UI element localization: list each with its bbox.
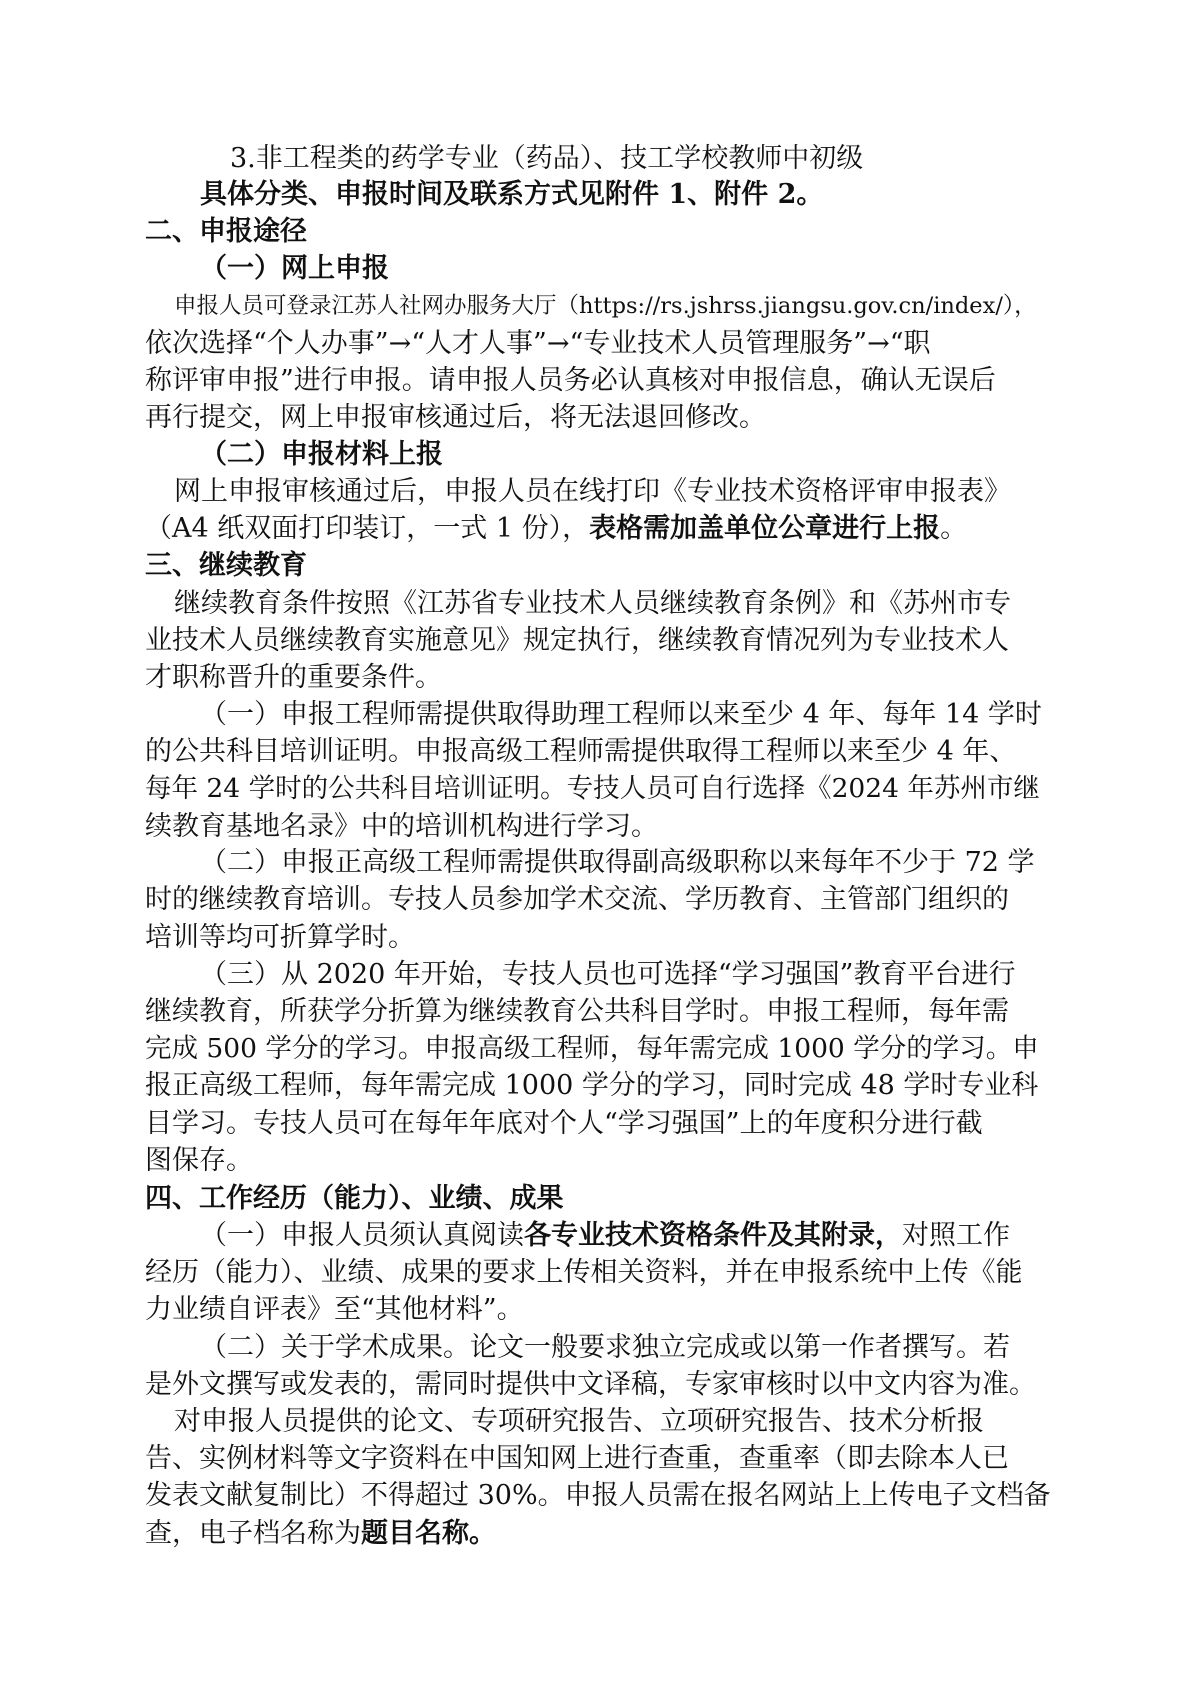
text-line [174,473,1055,510]
text-line [145,1067,1055,1104]
text-segment: （A4 纸双面打印装订，一式 1 份）， [145,513,590,544]
text-segment: （一）申报工程师需提供取得助理工程师以来至少 4 年、每年 14 学时 [200,699,1042,730]
text-line [145,1366,1055,1403]
text-line [174,585,1055,622]
text-segment: 续教育基地名录》中的培训机构进行学习。 [145,811,658,842]
text-line [145,547,1055,584]
text-line [145,622,1055,659]
text-segment: 目学习。专技人员可在每年年底对个人“学习强国”上的年度积分进行截 [145,1108,983,1139]
text-line [200,1217,1055,1254]
text-segment: 报正高级工程师，每年需完成 1000 学分的学习，同时完成 48 学时专业科 [145,1070,1039,1101]
text-line [200,1329,1055,1366]
text-segment: 才职称晋升的重要条件。 [145,662,442,693]
bold-text: （一）网上申报 [200,253,389,284]
text-segment: 完成 500 学分的学习。申报高级工程师，每年需完成 1000 学分的学习。申 [145,1033,1039,1064]
text-line [145,399,1055,436]
text-segment: 3.非工程类的药学专业（药品）、技工学校教师中初级 [230,143,864,174]
text-line [145,1180,1055,1217]
bold-text: 题目名称 [361,1518,469,1549]
text-segment: （三）从 2020 年开始，专技人员也可选择“学习强国”教育平台进行 [200,959,1016,990]
text-segment: 对照工作 [902,1220,1010,1251]
text-segment: 力业绩自评表》至“其他材料”。 [145,1294,524,1325]
text-segment: 的公共科目培训证明。申报高级工程师需提供取得工程师以来至少 4 年、 [145,736,1017,767]
text-segment: 业技术人员继续教育实施意见》规定执行，继续教育情况列为专业技术人 [145,625,1009,656]
text-line [200,436,1055,473]
text-line [145,659,1055,696]
text-line [145,1440,1055,1477]
text-segment: 查，电子档名称为 [145,1518,361,1549]
text-segment: 称评审申报”进行申报。请申报人员务必认真核对申报信息，确认无误后 [145,365,996,396]
bold-text: 各专业技术资格条件及其附录， [524,1220,902,1251]
text-segment: 再行提交，网上申报审核通过后，将无法退回修改。 [145,402,766,433]
text-line [145,325,1055,362]
text-line [145,1254,1055,1291]
bold-text: 具体分类、申报时间及联系方式见附件 1、附件 2。 [200,179,824,210]
bold-text: 。 [469,1518,496,1549]
text-line [145,213,1055,250]
text-line [145,881,1055,918]
text-line [145,1105,1055,1142]
text-line [145,808,1055,845]
text-line [145,1515,1055,1552]
text-segment: （二）关于学术成果。论文一般要求独立完成或以第一作者撰写。若 [200,1332,1010,1363]
text-line [200,176,1055,213]
text-segment: （一）申报人员须认真阅读 [200,1220,524,1251]
text-line [230,140,1055,177]
bold-text: 表格需加盖单位公章进行上报 [589,513,941,544]
text-segment: 网上申报审核通过后，申报人员在线打印《专业技术资格评审申报表》 [174,476,1011,507]
text-segment: 时的继续教育培训。专技人员参加学术交流、学历教育、主管部门组织的 [145,884,1009,915]
text-line [200,696,1055,733]
text-line [145,1477,1055,1514]
text-line [200,844,1055,881]
text-line [145,362,1055,399]
text-segment: 继续教育，所获学分折算为继续教育公共科目学时。申报工程师，每年需 [145,996,1009,1027]
text-line [145,1291,1055,1328]
text-line [145,733,1055,770]
text-line [145,1030,1055,1067]
text-segment: 图保存。 [145,1145,253,1176]
bold-text: 二、申报途径 [145,216,307,247]
text-segment: 对申报人员提供的论文、专项研究报告、立项研究报告、技术分析报 [174,1406,984,1437]
text-segment: 经历（能力）、业绩、成果的要求上传相关资料，并在申报系统中上传《能 [145,1257,1023,1288]
text-segment: 申报人员可登录江苏人社网办服务大厅（https://rs.jshrss.jiangsu.gov.cn/index/）， [174,293,1037,319]
text-segment: 依次选择“个人办事”→“人才人事”→“专业技术人员管理服务”→“职 [145,328,931,359]
bold-text: 四、工作经历（能力）、业绩、成果 [145,1183,564,1214]
text-line [174,1403,1055,1440]
text-segment: 告、实例材料等文字资料在中国知网上进行查重，查重率（即去除本人已 [145,1443,1009,1474]
text-line [145,919,1055,956]
bold-text: （二）申报材料上报 [200,439,443,470]
bold-text: 三、继续教育 [145,550,307,581]
text-line [145,993,1055,1030]
text-segment: （二）申报正高级工程师需提供取得副高级职称以来每年不少于 72 学 [200,847,1035,878]
text-line [174,288,1055,325]
text-line [200,956,1055,993]
text-segment: 每年 24 学时的公共科目培训证明。专技人员可自行选择《2024 年苏州市继 [145,773,1040,804]
text-line [200,250,1055,287]
text-line [145,1142,1055,1179]
text-segment: 。 [940,513,968,544]
text-line [145,510,1055,547]
text-segment: 发表文献复制比）不得超过 30%。申报人员需在报名网站上上传电子文档备 [145,1480,1051,1511]
text-line [145,770,1055,807]
text-segment: 培训等均可折算学时。 [145,922,415,953]
text-segment: 继续教育条件按照《江苏省专业技术人员继续教育条例》和《苏州市专 [174,588,1011,619]
text-segment: 是外文撰写或发表的，需同时提供中文译稿，专家审核时以中文内容为准。 [145,1369,1036,1400]
